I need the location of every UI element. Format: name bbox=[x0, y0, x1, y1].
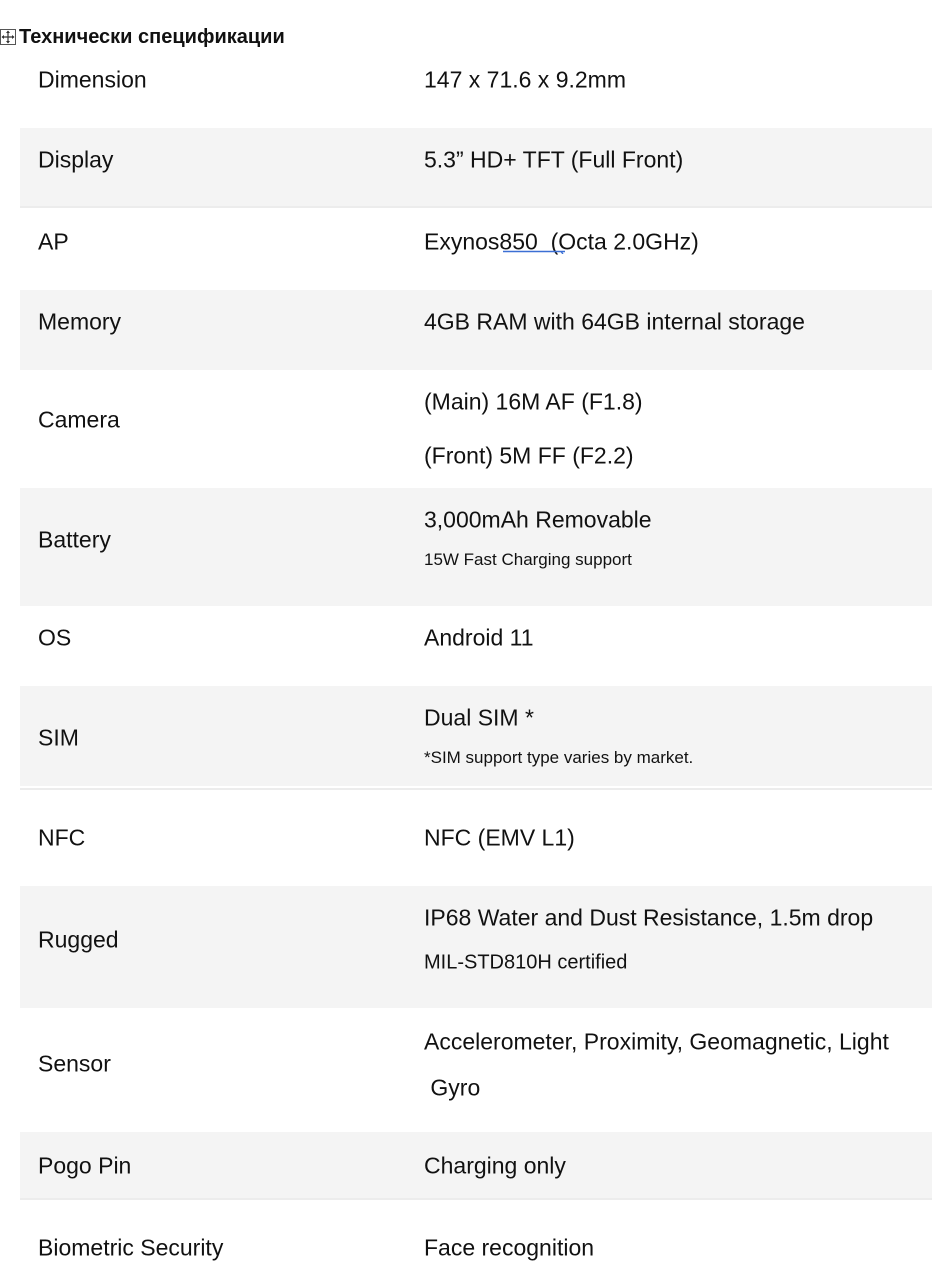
row-divider bbox=[20, 206, 932, 208]
spec-value-note: MIL-STD810H certified bbox=[424, 951, 628, 974]
spec-value: 3,000mAh Removable bbox=[424, 506, 652, 533]
spec-value: (Front) 5M FF (F2.2) bbox=[424, 442, 634, 469]
spec-label: NFC bbox=[38, 824, 86, 851]
spec-value: Android 11 bbox=[424, 624, 534, 651]
table-row bbox=[20, 686, 932, 786]
spec-label: SIM bbox=[38, 724, 79, 751]
spec-label: Rugged bbox=[38, 926, 119, 953]
table-row bbox=[20, 488, 932, 606]
table-row bbox=[20, 1008, 932, 1132]
table-row bbox=[20, 210, 932, 288]
table-row bbox=[20, 886, 932, 1008]
spec-value: IP68 Water and Dust Resistance, 1.5m drop bbox=[424, 904, 874, 931]
spec-value-note: *SIM support type varies by market. bbox=[424, 748, 694, 767]
spec-value: Face recognition bbox=[424, 1234, 595, 1261]
spec-value: Gyro bbox=[424, 1074, 481, 1101]
move-handle-icon[interactable] bbox=[0, 29, 16, 45]
spec-label: AP bbox=[38, 228, 69, 255]
table-row bbox=[20, 290, 932, 370]
spec-value: Dual SIM * bbox=[424, 704, 534, 731]
spec-value: 4GB RAM with 64GB internal storage bbox=[424, 308, 805, 335]
table-row bbox=[20, 606, 932, 686]
spec-value: 147 x 71.6 x 9.2mm bbox=[424, 66, 626, 93]
spec-label: OS bbox=[38, 624, 72, 651]
table-row bbox=[20, 792, 932, 886]
spec-label: Pogo Pin bbox=[38, 1152, 132, 1179]
spec-label: Display bbox=[38, 146, 114, 173]
section-heading bbox=[0, 24, 285, 50]
spec-label: Sensor bbox=[38, 1050, 111, 1077]
spec-value-note: 15W Fast Charging support bbox=[424, 550, 632, 569]
spec-label: Camera bbox=[38, 406, 120, 433]
table-row bbox=[20, 1200, 932, 1288]
spec-value: Charging only bbox=[424, 1152, 566, 1179]
spec-label: Memory bbox=[38, 308, 122, 335]
spec-value: 5.3” HD+ TFT (Full Front) bbox=[424, 146, 684, 173]
table-row bbox=[20, 370, 932, 488]
table-row bbox=[20, 128, 932, 206]
page-title: Технически спецификации bbox=[19, 25, 285, 48]
spec-value: Accelerometer, Proximity, Geomagnetic, Light bbox=[424, 1028, 889, 1055]
spec-label: Biometric Security bbox=[38, 1234, 224, 1261]
spellcheck-underline bbox=[503, 250, 565, 254]
spec-value: NFC (EMV L1) bbox=[424, 824, 575, 851]
table-row bbox=[20, 50, 932, 128]
row-divider bbox=[20, 788, 932, 790]
spec-value: Exynos850 (Octa 2.0GHz) bbox=[424, 228, 699, 255]
spec-label: Battery bbox=[38, 526, 111, 553]
spec-value: (Main) 16M AF (F1.8) bbox=[424, 388, 643, 415]
table-row bbox=[20, 1132, 932, 1198]
spec-label: Dimension bbox=[38, 66, 147, 93]
